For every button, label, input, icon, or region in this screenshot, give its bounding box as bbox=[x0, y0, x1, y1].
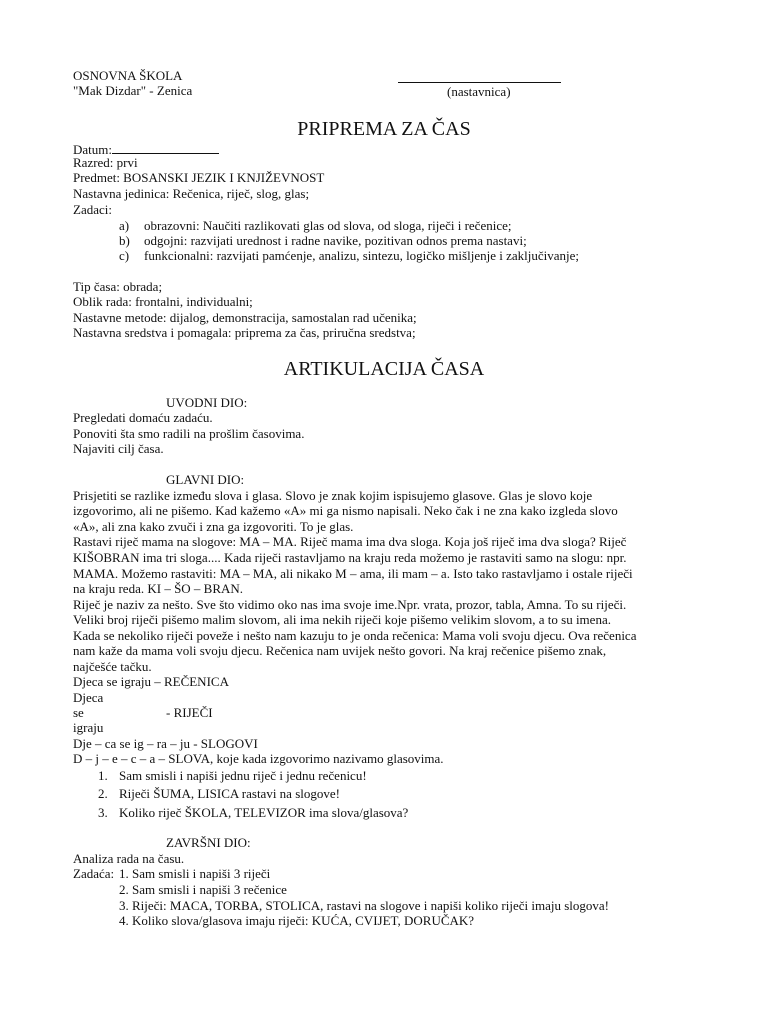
analiza-line: Analiza rada na času. bbox=[73, 851, 185, 866]
razred-line: Razred: prvi bbox=[73, 155, 138, 170]
zadatak-marker: b) bbox=[119, 233, 130, 248]
zadatak-marker: a) bbox=[119, 218, 130, 233]
task-text: Koliko riječ ŠKOLA, TELEVIZOR ima slova/glasova? bbox=[119, 805, 409, 820]
glavni-line: nam kaže da mama voli svoju djecu. Rečenica nam uvijek nešto govori. Na kraj rečenice pišemo znak, bbox=[73, 643, 607, 658]
zadaca-label: Zadaća: bbox=[73, 866, 115, 881]
glavni-line: Rastavi riječ mama na slogove: MA – MA. Riječ mama ima dva sloga. Koja još riječ ima dva sloga? Riječ bbox=[73, 534, 627, 549]
task-marker: 1. bbox=[98, 768, 108, 783]
glavni-line: Riječ je naziv za nešto. Sve što vidimo oko nas ima svoje ime.Npr. vrata, prozor, tabla, Amna. To su riječi. bbox=[73, 597, 627, 612]
glavni-line: najčešće tačku. bbox=[73, 659, 152, 674]
glavni-heading: GLAVNI DIO: bbox=[166, 472, 245, 487]
se-word: se bbox=[73, 705, 84, 720]
zadatak-text: obrazovni: Naučiti razlikovati glas od slova, od sloga, riječi i rečenice; bbox=[144, 218, 512, 233]
metode-line: Nastavne metode: dijalog, demonstracija, samostalan rad učenika; bbox=[73, 310, 417, 325]
slova-line: D – j – e – c – a – SLOVA, koje kada izgovorimo nazivamo glasovima. bbox=[73, 751, 444, 766]
glavni-line: Djeca bbox=[73, 690, 104, 705]
glavni-line: «A», ali zna kako zvuči i zna ga izgovoriti. To je glas. bbox=[73, 519, 354, 534]
teacher-signature-line bbox=[398, 70, 561, 83]
glavni-line: izgovorimo, ali ne pišemo. Kad kažemo «A» mi ga nismo napisali. Neko čak i ne zna kako izgleda slovo bbox=[73, 503, 618, 518]
datum-blank bbox=[112, 140, 219, 154]
uvodni-line: Pregledati domaću zadaću. bbox=[73, 410, 213, 425]
homework-item: 2. Sam smisli i napiši 3 rečenice bbox=[119, 882, 287, 897]
predmet-line: Predmet: BOSANSKI JEZIK I KNJIŽEVNOST bbox=[73, 170, 325, 185]
glavni-line: KIŠOBRAN ima tri sloga.... Kada riječi rastavljamo na kraju reda možemo je rastaviti samo na slogu: npr. bbox=[73, 550, 627, 565]
zadatak-text: odgojni: razvijati urednost i radne navike, pozitivan odnos prema nastavi; bbox=[144, 233, 527, 248]
zadaci-label: Zadaci: bbox=[73, 202, 112, 217]
school-location: "Mak Dizdar" - Zenica bbox=[73, 83, 193, 98]
school-name: OSNOVNA ŠKOLA bbox=[73, 68, 183, 83]
teacher-label: (nastavnica) bbox=[447, 84, 511, 99]
zadatak-marker: c) bbox=[119, 248, 130, 263]
homework-item: 1. Sam smisli i napiši 3 riječi bbox=[119, 866, 271, 881]
task-text: Sam smisli i napiši jednu riječ i jednu rečenicu! bbox=[119, 768, 367, 783]
task-text: Riječi ŠUMA, LISICA rastavi na slogove! bbox=[119, 786, 340, 801]
oblik-rada-line: Oblik rada: frontalni, individualni; bbox=[73, 294, 253, 309]
slogovi-line: Dje – ca se ig – ra – ju - SLOGOVI bbox=[73, 736, 258, 751]
glavni-line: Veliki broj riječi pišemo malim slovom, ali ima nekih riječi koje pišemo velikim slovom, a to su imena. bbox=[73, 612, 611, 627]
glavni-line: na kraju reda. KI – ŠO – BRAN. bbox=[73, 581, 244, 596]
task-marker: 2. bbox=[98, 786, 108, 801]
glavni-line: Djeca se igraju – REČENICA bbox=[73, 674, 229, 689]
datum-label: Datum: bbox=[73, 142, 112, 157]
page-title: PRIPREMA ZA ČAS bbox=[297, 118, 471, 140]
glavni-line: Prisjetiti se razlike između slova i glasa. Slovo je znak kojim ispisujemo glasove. Glas je slovo koje bbox=[73, 488, 593, 503]
sredstva-line: Nastavna sredstva i pomagala: priprema za čas, priručna sredstva; bbox=[73, 325, 416, 340]
zavrsni-heading: ZAVRŠNI DIO: bbox=[166, 835, 251, 850]
glavni-line: Kada se nekoliko riječi poveže i nešto nam kazuju to je onda rečenica: Mama voli svoju djecu. Ova rečenica bbox=[73, 628, 637, 643]
nastavna-jedinica-line: Nastavna jedinica: Rečenica, riječ, slog, glas; bbox=[73, 186, 310, 201]
uvodni-line: Ponoviti šta smo radili na prošlim časovima. bbox=[73, 426, 305, 441]
rijeci-label: - RIJEČI bbox=[166, 705, 213, 720]
articulation-title: ARTIKULACIJA ČASA bbox=[283, 358, 485, 380]
glavni-line: MAMA. Možemo rastaviti: MA – MA, ali nikako M – ama, ili mam – a. Isto tako rastavljamo i ostale riječi bbox=[73, 566, 633, 581]
homework-item: 4. Koliko slova/glasova imaju riječi: KUĆA, CVIJET, DORUČAK? bbox=[119, 913, 475, 928]
tip-casa-line: Tip časa: obrada; bbox=[73, 279, 163, 294]
homework-item: 3. Riječi: MACA, TORBA, STOLICA, rastavi na slogove i napiši koliko riječi imaju slogova! bbox=[119, 898, 609, 913]
uvodni-heading: UVODNI DIO: bbox=[166, 395, 248, 410]
uvodni-line: Najaviti cilj časa. bbox=[73, 441, 164, 456]
task-marker: 3. bbox=[98, 805, 108, 820]
zadatak-text: funkcionalni: razvijati pamćenje, analizu, sintezu, logičko mišljenje i zaključivanje; bbox=[144, 248, 579, 263]
igraju-word: igraju bbox=[73, 720, 104, 735]
